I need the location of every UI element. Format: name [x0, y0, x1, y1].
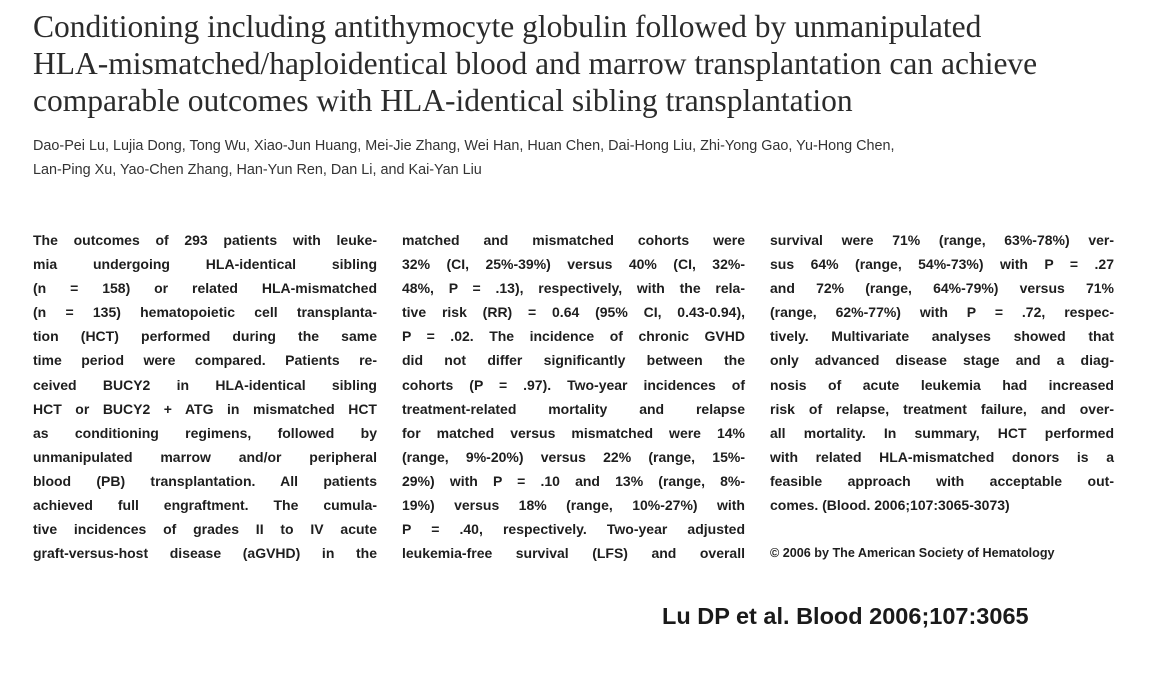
abstract-line: only advanced disease stage and a diag-: [770, 352, 1114, 369]
abstract-line: achieved full engraftment. The cumula-: [33, 497, 377, 514]
citation: Lu DP et al. Blood 2006;107:3065: [662, 603, 1029, 629]
abstract-line: risk of relapse, treatment failure, and over-: [770, 400, 1114, 417]
abstract-line: graft-versus-host disease (aGVHD) in the: [33, 545, 377, 562]
abstract-line: P = .02. The incidence of chronic GVHD: [402, 328, 745, 345]
abstract-column-1: [33, 228, 377, 565]
title-line: comparable outcomes with HLA-identical sibling transplantation: [33, 83, 853, 118]
abstract-line: unmanipulated marrow and/or peripheral: [33, 448, 377, 465]
abstract-line: (n = 158) or related HLA-mismatched: [33, 280, 377, 297]
abstract-line: 32% (CI, 25%-39%) versus 40% (CI, 32%-: [402, 256, 745, 273]
abstract-line: tive risk (RR) = 0.64 (95% CI, 0.43-0.94),: [402, 304, 745, 321]
abstract-line: mia undergoing HLA-identical sibling: [33, 256, 377, 273]
abstract-line: (range, 62%-77%) with P = .72, respec-: [770, 304, 1114, 321]
abstract-line: The outcomes of 293 patients with leuke-: [33, 232, 377, 248]
abstract-line: (range, 9%-20%) versus 22% (range, 15%-: [402, 448, 745, 465]
abstract-line: tively. Multivariate analyses showed that: [770, 328, 1114, 345]
abstract-line: ceived BUCY2 in HLA-identical sibling: [33, 376, 377, 393]
copyright-notice: © 2006 by The American Society of Hematology: [770, 546, 1055, 560]
abstract-line: P = .40, respectively. Two-year adjusted: [402, 521, 745, 538]
abstract-line: matched and mismatched cohorts were: [402, 232, 745, 248]
author-line: Dao-Pei Lu, Lujia Dong, Tong Wu, Xiao-Jun Huang, Mei-Jie Zhang, Wei Han, Huan Chen, Dai-Hong Liu, Zhi-Yong Gao, Yu-Hong Chen,: [33, 138, 895, 154]
abstract-line: 19%) versus 18% (range, 10%-27%) with: [402, 497, 745, 514]
abstract-line: nosis of acute leukemia had increased: [770, 376, 1114, 393]
abstract-line: and 72% (range, 64%-79%) versus 71%: [770, 280, 1114, 297]
title-line: Conditioning including antithymocyte globulin followed by unmanipulated: [33, 9, 982, 44]
abstract-line: treatment-related mortality and relapse: [402, 400, 745, 417]
abstract-line: all mortality. In summary, HCT performed: [770, 424, 1114, 441]
abstract-line: HCT or BUCY2 + ATG in mismatched HCT: [33, 400, 377, 417]
abstract-line: tion (HCT) performed during the same: [33, 328, 377, 345]
abstract-line: (n = 135) hematopoietic cell transplanta-: [33, 304, 377, 321]
abstract-line: feasible approach with acceptable out-: [770, 472, 1114, 489]
abstract-line: sus 64% (range, 54%-73%) with P = .27: [770, 256, 1114, 273]
abstract-column-3: [770, 228, 1114, 517]
paper-title: [33, 8, 1143, 119]
abstract-column-2: [402, 228, 745, 565]
abstract-line: did not differ significantly between the: [402, 352, 745, 369]
author-list: [33, 134, 1143, 182]
title-line: HLA-mismatched/haploidentical blood and marrow transplantation can achieve: [33, 46, 1038, 81]
abstract-line: as conditioning regimens, followed by: [33, 424, 377, 441]
abstract-line: for matched versus mismatched were 14%: [402, 424, 745, 441]
abstract-line: time period were compared. Patients re-: [33, 352, 377, 369]
author-line: Lan-Ping Xu, Yao-Chen Zhang, Han-Yun Ren, Dan Li, and Kai-Yan Liu: [33, 162, 482, 178]
abstract-line: blood (PB) transplantation. All patients: [33, 472, 377, 489]
abstract-line: with related HLA-mismatched donors is a: [770, 448, 1114, 465]
abstract-line: leukemia-free survival (LFS) and overall: [402, 545, 745, 562]
abstract-line: 48%, P = .13), respectively, with the rela-: [402, 280, 745, 297]
abstract-line: cohorts (P = .97). Two-year incidences of: [402, 376, 745, 393]
abstract-line: survival were 71% (range, 63%-78%) ver-: [770, 232, 1114, 248]
abstract-line: tive incidences of grades II to IV acute: [33, 521, 377, 538]
abstract-line: comes. (Blood. 2006;107:3065-3073): [770, 497, 1010, 514]
abstract-line: 29%) with P = .10 and 13% (range, 8%-: [402, 472, 745, 489]
